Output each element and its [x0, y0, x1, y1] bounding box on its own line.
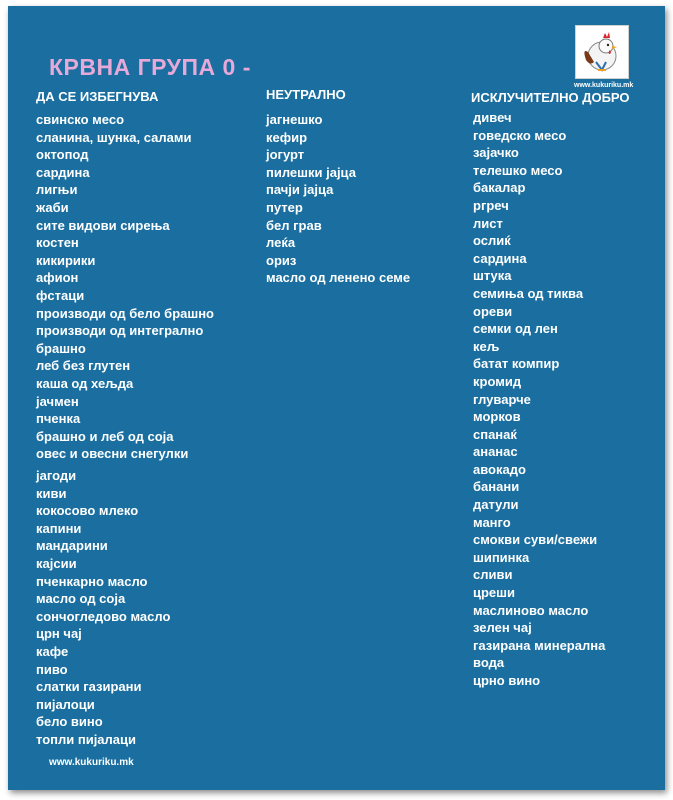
list-item: сардина: [36, 164, 90, 180]
list-item: пиво: [36, 661, 68, 677]
list-item: кафе: [36, 643, 69, 659]
list-item: датули: [473, 497, 519, 513]
list-item: свинско месо: [36, 112, 125, 127]
list-item: дивеч: [473, 110, 512, 125]
list-item: црн чај: [36, 626, 82, 642]
list-item: пијалоци: [36, 696, 95, 712]
list-item: јагоди: [36, 468, 77, 483]
neutral-list: [266, 111, 410, 287]
list-item: топли пијалаци: [36, 731, 137, 747]
list-item: вода: [473, 655, 505, 671]
list-item: кикирики: [36, 252, 96, 268]
list-item: капини: [36, 520, 82, 536]
list-item: масло од соја: [36, 591, 126, 607]
list-item: јачмен: [36, 393, 79, 409]
list-item: лигњи: [36, 182, 78, 198]
list-item: банани: [473, 479, 520, 495]
list-item: путер: [266, 199, 303, 215]
list-item: маслиново масло: [473, 602, 589, 618]
list-item: глуварче: [473, 391, 531, 407]
list-item: шипинка: [473, 549, 530, 565]
list-item: кокосово млеко: [36, 503, 139, 519]
list-item: сите видови сирења: [36, 217, 170, 233]
list-item: телешко месо: [473, 162, 563, 178]
column-heading-neutral: НЕУТРАЛНО: [266, 87, 346, 102]
list-item: слатки газирани: [36, 679, 142, 695]
list-item: зајачко: [473, 145, 519, 161]
list-item: киви: [36, 485, 67, 501]
list-item: кељ: [473, 338, 500, 354]
column-heading-exceptionally-good: ИСКЛУЧИТЕЛНО ДОБРО: [471, 90, 630, 105]
list-item: сардина: [473, 250, 527, 266]
list-item: костен: [36, 235, 79, 251]
list-item: производи од бело брашно: [36, 305, 214, 321]
exceptionally-good-list: [473, 109, 605, 690]
rooster-logo-icon: [575, 25, 629, 79]
list-item: жаби: [36, 199, 69, 215]
list-item: леб без глутен: [36, 358, 131, 374]
list-item: октопод: [36, 147, 89, 163]
list-item: газирана минерална: [473, 637, 606, 653]
page-title: КРВНА ГРУПА 0 -: [49, 54, 251, 80]
list-item: ореви: [473, 303, 513, 319]
list-item: пилешки јајца: [266, 164, 356, 180]
list-item: црно вино: [473, 673, 541, 688]
list-item: манго: [473, 514, 511, 530]
avoid-list: [36, 111, 214, 463]
list-item: авокадо: [473, 461, 526, 477]
list-item: морков: [473, 409, 521, 425]
list-item: каша од хељда: [36, 375, 134, 391]
avoid-list-continued: [36, 467, 170, 749]
list-item: масло од ленено семе: [266, 270, 411, 286]
list-item: пачји јајца: [266, 182, 334, 198]
list-item: сончогледово масло: [36, 608, 171, 624]
list-item: кајсии: [36, 555, 77, 571]
list-item: производи од интегрално: [36, 323, 204, 339]
list-item: семки од лен: [473, 321, 558, 337]
list-item: пченка: [36, 411, 81, 427]
list-item: зелен чај: [473, 620, 532, 636]
list-item: цреши: [473, 585, 515, 601]
list-item: јагнешко: [266, 112, 323, 127]
list-item: фстаци: [36, 287, 85, 303]
list-item: афион: [36, 270, 79, 286]
list-item: мандарини: [36, 538, 108, 554]
list-item: смокви суви/свежи: [473, 532, 598, 548]
list-item: кромид: [473, 373, 522, 389]
logo-url: www.kukuriku.mk: [574, 82, 634, 89]
list-item: сливи: [473, 567, 513, 583]
blood-type-sheet: [8, 6, 665, 790]
list-item: штука: [473, 268, 512, 284]
list-item: семиња од тиква: [473, 285, 584, 301]
list-item: говедско месо: [473, 127, 567, 143]
list-item: ослиќ: [473, 233, 511, 249]
list-item: леќа: [266, 235, 296, 251]
list-item: ргреч: [473, 197, 509, 213]
list-item: бел грав: [266, 217, 322, 233]
list-item: ориз: [266, 252, 297, 268]
column-heading-avoid: ДА СЕ ИЗБЕГНУВА: [36, 89, 159, 104]
list-item: овес и овесни снегулки: [36, 446, 189, 462]
list-item: кефир: [266, 129, 308, 145]
list-item: пченкарно масло: [36, 573, 148, 589]
list-item: бело вино: [36, 714, 103, 730]
list-item: спанаќ: [473, 426, 517, 442]
list-item: сланина, шунка, салами: [36, 129, 192, 145]
list-item: батат компир: [473, 356, 560, 372]
footer-url: www.kukuriku.mk: [49, 757, 134, 768]
list-item: брашно: [36, 340, 86, 356]
list-item: лист: [473, 215, 503, 231]
list-item: јогурт: [266, 147, 305, 163]
list-item: ананас: [473, 444, 518, 460]
list-item: бакалар: [473, 180, 526, 196]
list-item: брашно и леб од соја: [36, 428, 174, 444]
